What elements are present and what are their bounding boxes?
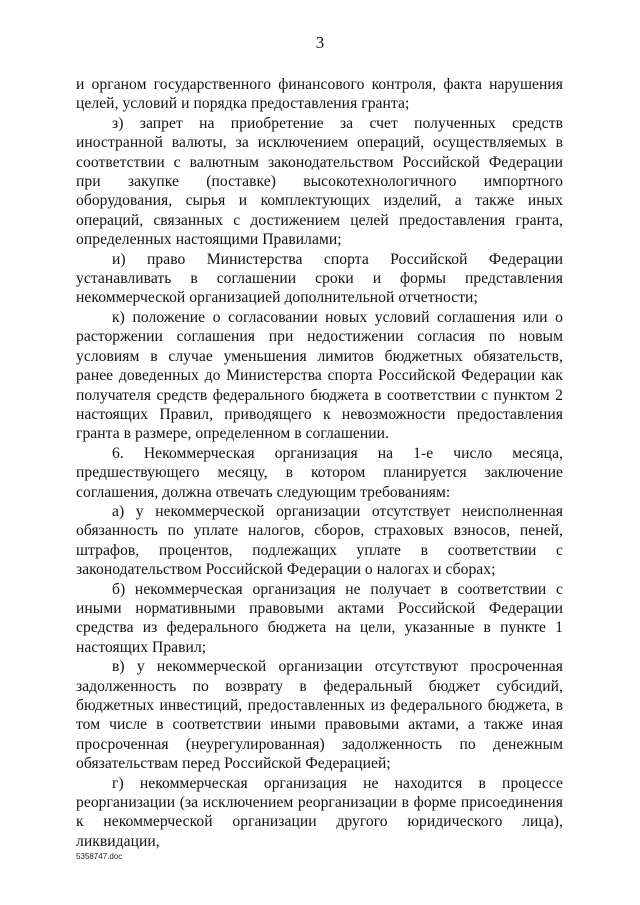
paragraph-item-v: в) у некоммерческой организации отсутствуют просроченная задолженность по возврату в федеральный бюджет субсидий, бюджетных инвестиций, предоставленных из федерального бюджета, в том числе в соответствии иными правовыми актами, а также иная просроченная (неурегулированная) задолженность по денежным обязательствам перед Российской Федерацией; (76, 658, 563, 773)
footer-file-name: 5358747.doc (76, 852, 123, 861)
document-body (76, 75, 563, 851)
paragraph-item-b: б) некоммерческая организация не получает в соответствии с иными нормативными правовыми актами Российской Федерации средства из федерального бюджета на цели, указанные в пункте 1 настоящих Правил; (76, 580, 563, 656)
paragraph-item-i: и) право Министерства спорта Российской Федерации устанавливать в соглашении сроки и формы представления некоммерческой организацией дополнительной отчетности; (76, 250, 563, 307)
page-number: 3 (315, 33, 325, 52)
paragraph-item-g: г) некоммерческая организация не находится в процессе реорганизации (за исключением реорганизации в форме присоединения к некоммерческой организации другого юридического лица), ликвидации, (76, 774, 563, 850)
paragraph-continuation: и органом государственного финансового контроля, факта нарушения целей, условий и порядка предоставления гранта; (76, 76, 563, 113)
paragraph-section-6: 6. Некоммерческая организация на 1-е число месяца, предшествующего месяцу, в котором планируется заключение соглашения, должна отвечать следующим требованиям: (76, 444, 563, 501)
paragraph-item-k: к) положение о согласовании новых условий соглашения или о расторжении соглашения при недостижении согласия по новым условиям в случае уменьшения лимитов бюджетных обязательств, ранее доведенных до Министерства спорта Российской Федерации как получателя средств федерального бюджета в соответствии с пунктом 2 настоящих Правил, приводящего к невозможности предоставления гранта в размере, определенном в соглашении. (76, 308, 563, 443)
paragraph-item-a: а) у некоммерческой организации отсутствует неисполненная обязанность по уплате налогов, сборов, страховых взносов, пеней, штрафов, процентов, подлежащих уплате в соответствии с законодательством Российской Федерации о налогах и сборах; (76, 502, 563, 579)
paragraph-item-z: з) запрет на приобретение за счет полученных средств иностранной валюты, за исключением операций, осуществляемых в соответствии с валютным законодательством Российской Федерации при закупке (поставке) высокотехнологичного импортного оборудования, сырья и комплектующих изделий, а также иных операций, связанных с достижением целей предоставления гранта, определенных настоящими Правилами; (76, 114, 563, 249)
